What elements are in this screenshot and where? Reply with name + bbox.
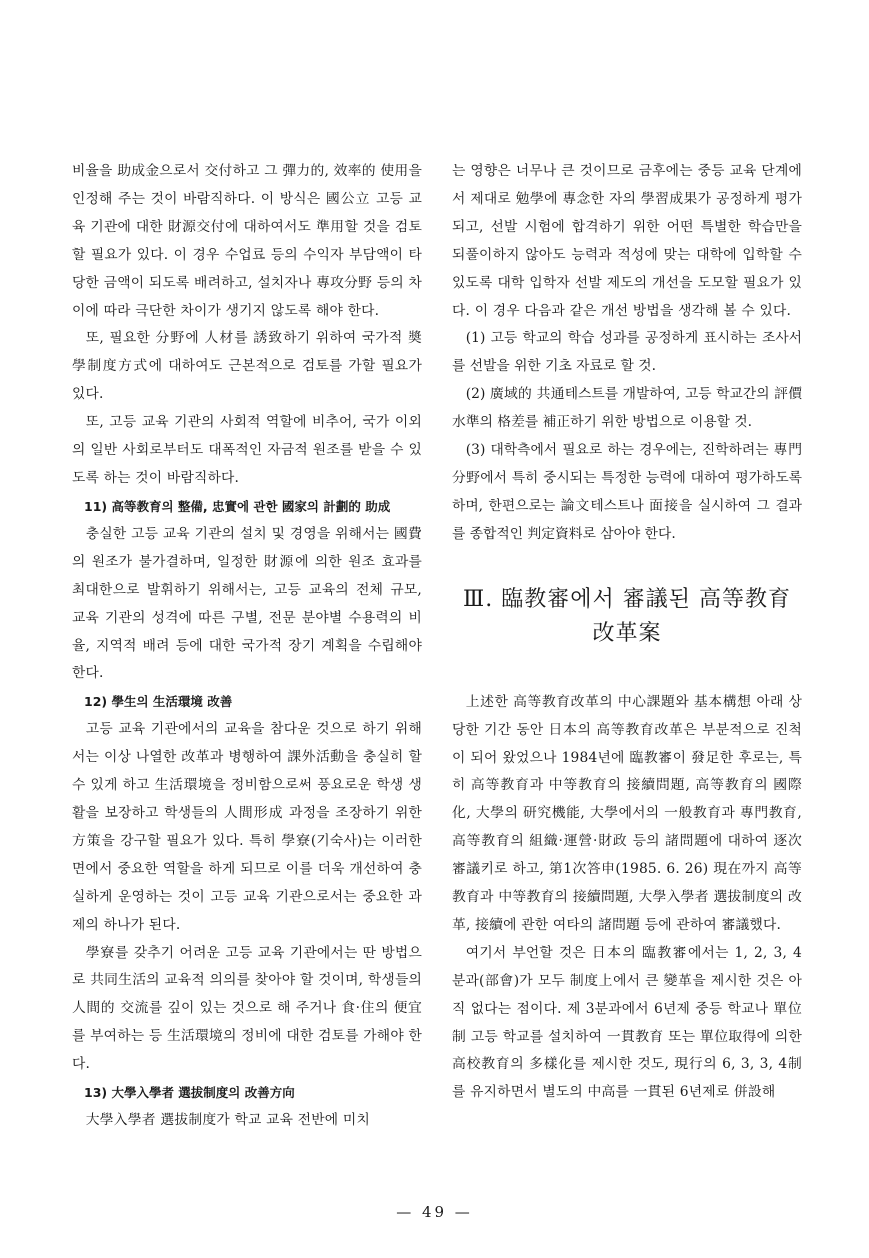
paragraph: 學寮를 갖추기 어려운 고등 교육 기관에서는 딴 방법으로 共同生活의 교육적 의의를 찾아야 할 것이며, 학생들의 人間的 交流를 깊이 있는 것으로 해 주거나 食·住의 便宜를 부여하는 등 生活環境의 정비에 대한 검토를 가해야 한다. xyxy=(72,944,422,1073)
paragraph: 비율을 助成金으로서 交付하고 그 彈力的, 效率的 使用을 인정해 주는 것이 바람직하다. 이 방식은 國公立 고등 교육 기관에 대한 財源交付에 대하여서도 準用할 것을 검토할 필요가 있다. 이 경우 수업료 등의 수익자 부담액이 타당한 금액이 되도록 배려하고, 설치자나 專攻分野 등의 차이에 따라 극단한 차이가 생기지 않도록 해야 한다. xyxy=(72,163,422,319)
subsection-heading-11: 11) 高等教育의 整備, 忠實에 관한 國家의 計劃的 助成 xyxy=(84,498,391,514)
subsection-heading-13: 13) 大學入學者 選拔制度의 改善方向 xyxy=(84,1085,295,1101)
paragraph: 는 영향은 너무나 큰 것이므로 금후에는 중등 교육 단계에서 제대로 勉學에 專念한 자의 學習成果가 공정하게 평가되고, 선발 시험에 합격하기 위한 어떤 특별한 학습만을 되풀이하지 않아도 능력과 적성에 맞는 대학에 입학할 수 있도록 대학 입학자 선발 제도의 개선을 도모할 필요가 있다. 이 경우 다음과 같은 개선 방법을 생각해 볼 수 있다. xyxy=(452,163,802,319)
paragraph: 또, 고등 교육 기관의 사회적 역할에 비추어, 국가 이외의 일반 사회로부터도 대폭적인 자금적 원조를 받을 수 있도록 하는 것이 바람직하다. xyxy=(72,414,422,486)
page-number: — 49 — xyxy=(396,1203,473,1221)
section-title-line: Ⅲ. 臨教審에서 審議된 高等教育 xyxy=(463,586,791,612)
subsection-heading-12: 12) 學生의 生活環境 改善 xyxy=(84,694,233,710)
section-title xyxy=(452,583,802,651)
paragraph: 또, 필요한 分野에 人材를 誘致하기 위하여 국가적 奬學制度方式에 대하여도 근본적으로 검토를 가할 필요가 있다. xyxy=(72,330,422,403)
section-title-line: 改革案 xyxy=(592,620,662,646)
paragraph: 上述한 高等教育改革의 中心課題와 基本構想 아래 상당한 기간 동안 日本의 高等教育改革은 부분적으로 진척이 되어 왔었으나 1984년에 臨教審이 發足한 후로는, 특히 高等教育과 中等教育의 接續問題, 高等教育의 國際化, 大學의 研究機能, 大學에서의 一般教育과 專門教育, 高等教育의 組織·運營·財政 등의 諸問題에 대하여 逐次審議키로 하고, 第1次答申(1985. 6. 26) 現在까지 高等教育과 中等教育의 接續問題, 大學入學者 選拔制度의 改革, 接續에 관한 여타의 諸問題 등에 관하여 審議했다. xyxy=(452,693,802,933)
paragraph: 충실한 고등 교육 기관의 설치 및 경영을 위해서는 國費의 원조가 불가결하며, 일정한 財源에 의한 원조 효과를 최대한으로 발휘하기 위해서는, 고등 교육의 전체 규모, 교육 기관의 성격에 따른 구별, 전문 분야별 수용력의 비율, 지역적 배려 등에 대한 국가적 장기 계획을 수립해야 한다. xyxy=(72,525,422,682)
left-column xyxy=(72,158,422,1135)
list-item: (2) 廣域的 共通테스트를 개발하여, 고등 학교간의 評價水準의 格差를 補正하기 위한 방법으로 이용할 것. xyxy=(452,386,802,431)
list-item: (1) 고등 학교의 학습 성과를 공정하게 표시하는 조사서를 선발을 위한 기초 자료로 할 것. xyxy=(452,330,802,375)
paragraph: 고등 교육 기관에서의 교육을 참다운 것으로 하기 위해서는 이상 나열한 改革과 병행하여 課外活動을 충실히 할 수 있게 하고 生活環境을 정비함으로써 풍요로운 학생 생활을 보장하고 학생들의 人間形成 과정을 조장하기 위한 方策을 강구할 필요가 있다. 특히 學寮(기숙사)는 이러한 면에서 중요한 역할을 하게 되므로 이를 더욱 개선하여 충실하게 운영하는 것이 고등 교육 기관으로서는 중요한 과제의 하나가 된다. xyxy=(72,721,422,933)
right-column xyxy=(452,158,802,1107)
paragraph: 大學入學者 選拔制度가 학교 교육 전반에 미치 xyxy=(85,1112,370,1129)
list-item: (3) 대학측에서 필요로 하는 경우에는, 진학하려는 專門分野에서 특히 중시되는 특정한 능력에 대하여 평가하도록 하며, 한편으로는 論文테스트나 面接을 실시하여 그 결과를 종합적인 判定資料로 삼아야 한다. xyxy=(452,442,802,542)
paragraph: 여기서 부언할 것은 日本의 臨教審에서는 1, 2, 3, 4 분과(部會)가 모두 制度上에서 큰 變革을 제시한 것은 아직 없다는 점이다. 제 3분과에서 6년제 중등 학교나 單位制 고등 학교를 설치하여 一貫教育 또는 單位取得에 의한 高校教育의 多樣化를 제시한 것도, 現行의 6, 3, 3, 4制를 유지하면서 별도의 中高를 一貫된 6년제로 併設해 xyxy=(452,944,802,1101)
